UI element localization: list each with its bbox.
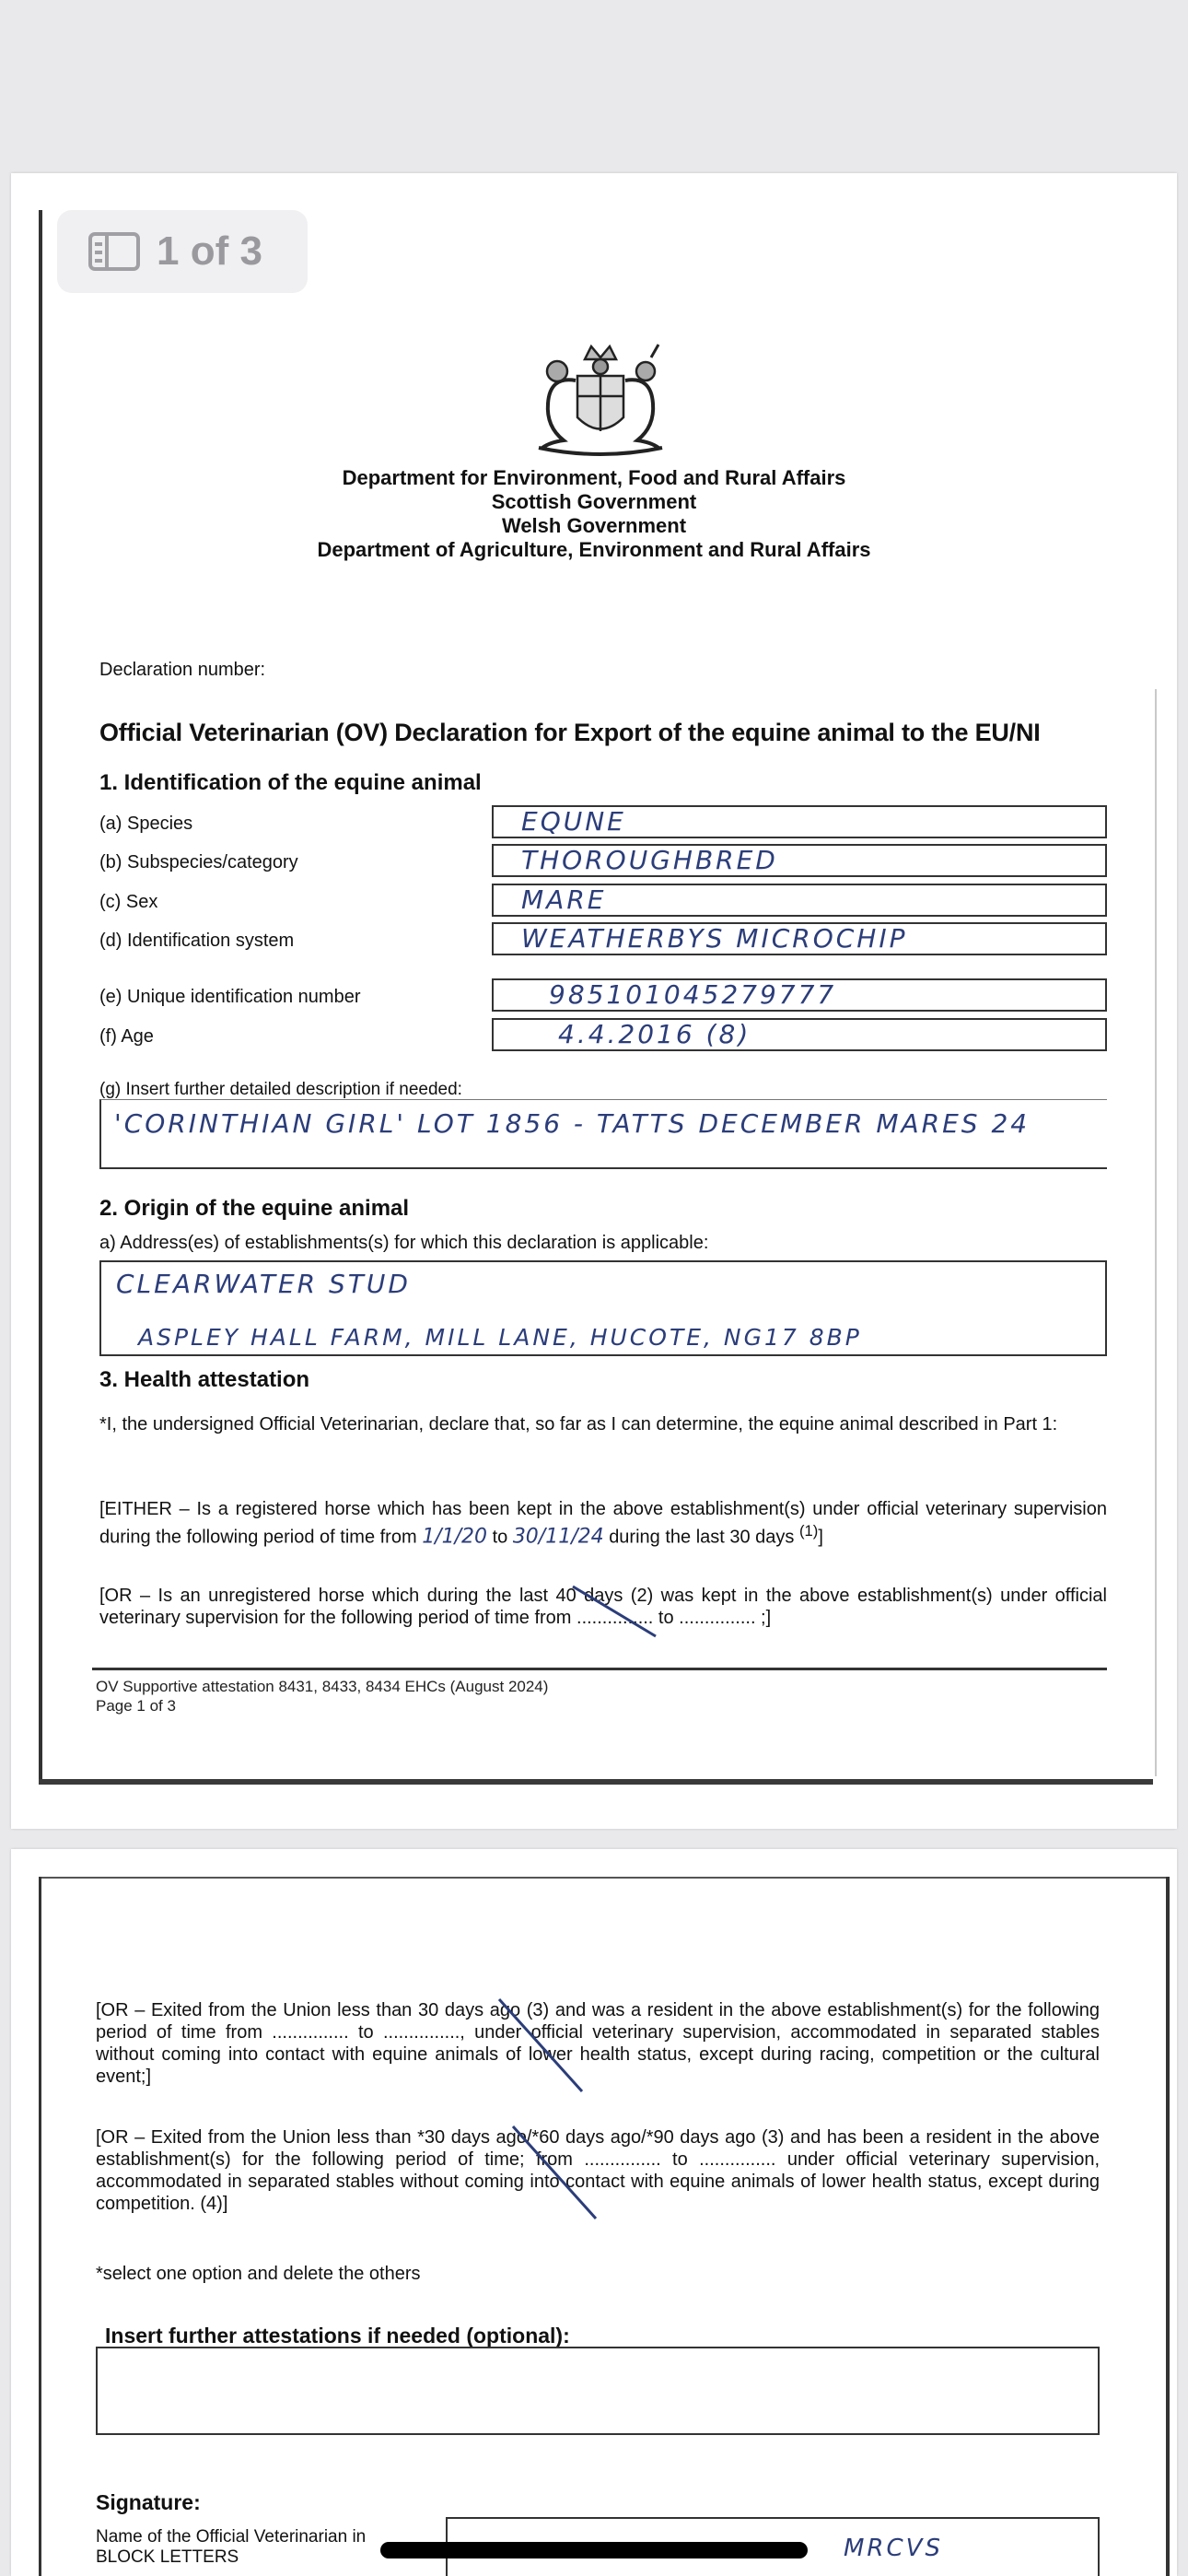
either-from-date: 1/1/20 [422,1525,487,1549]
either-text: [EITHER – Is a registered horse which has been kept in the above establishment(s) under official veterinary supervision during the following period of time from [99,1499,1107,1548]
page-sidebar-icon [88,232,140,271]
document-title: Official Veterinarian (OV) Declaration for Export of the equine animal to the EU/NI [99,719,1041,746]
age-field [492,1018,1107,1051]
age-label: (f) Age [99,1026,154,1047]
document-page-1 [11,173,1177,1829]
section-1-heading: 1. Identification of the equine animal [99,770,482,795]
address-field [99,1260,1107,1356]
royal-coat-of-arms-icon [522,339,679,457]
footer-divider [92,1668,1107,1670]
species-value: EQUNE [521,806,626,837]
address-line-2: ASPLEY HALL FARM, MILL LANE, HUCOTE, NG17 8BP [138,1324,862,1351]
sex-label: (c) Sex [99,892,158,912]
unique-id-field [492,978,1107,1012]
strike-mark-icon [564,1579,665,1644]
scan-border-right [1155,689,1157,1776]
declaration-number-label: Declaration number: [99,660,266,680]
description-field [99,1099,1107,1169]
home-indicator[interactable] [380,2542,808,2558]
page-indicator-label: 1 of 3 [157,228,262,274]
address-label: a) Address(es) of establishments(s) for which this declaration is applicable: [99,1233,709,1253]
vet-name-label-line-2: BLOCK LETTERS [96,2547,239,2567]
address-line-1: CLEARWATER STUD [116,1269,411,1299]
attestation-intro: *I, the undersigned Official Veterinarian, declare that, so far as I can determine, the equine animal described in Part 1: [99,1414,1058,1434]
select-option-note: *select one option and delete the others [96,2264,421,2284]
or-exited-multi-option: [OR – Exited from the Union less than *30 days ago/*60 days ago/*90 days ago (3) and has been a resident in the above establishment(s) for the following period of time; from ............... to ............... under official veterinary supervision, accommodated in separated stables without coming into contact with equine animals of lower health status, except during competition. (4)] [96,2127,1100,2214]
signature-heading: Signature: [96,2490,201,2514]
section-3-heading: 3. Health attestation [99,1367,310,1392]
description-label: (g) Insert further detailed description if needed: [99,1080,462,1099]
strike-mark-icon [490,1992,591,2102]
scan-border-right [1166,1877,1170,2576]
species-label: (a) Species [99,814,193,834]
either-footnote-ref: (1) [799,1522,819,1540]
sex-field [492,884,1107,917]
department-line: Welsh Government [501,514,687,537]
page-footer [96,1677,548,1715]
description-value: 'CORINTHIAN GIRL' LOT 1856 - TATTS DECEMBER MARES 24 [114,1108,1031,1139]
further-attestations-heading: Insert further attestations if needed (optional): [105,2324,570,2348]
vet-name-label [96,2527,366,2568]
or-unregistered-option: [OR – Is an unregistered horse which during the last 40 days (2) was kept in the above establishment(s) under official veterinary supervision for the following period of time from ............... to ............... ;] [99,1586,1107,1628]
vet-name-label-line-1: Name of the Official Veterinarian in [96,2527,367,2547]
footer-page-number: Page 1 of 3 [96,1697,176,1715]
scan-border-left [39,210,42,1781]
footer-attestation-ref: OV Supportive attestation 8431, 8433, 8434 EHCs (August 2024) [96,1678,549,1695]
sex-value: MARE [521,884,607,915]
either-to-word: to [492,1527,508,1548]
vet-name-value: MRCVS [844,2535,943,2562]
strike-mark-icon [504,2119,605,2230]
department-line: Scottish Government [491,490,697,513]
unique-id-value: 985101045279777 [549,979,837,1010]
department-line: Department of Agriculture, Environment and Rural Affairs [317,538,871,561]
species-field [492,805,1107,838]
identification-system-label: (d) Identification system [99,931,295,951]
scan-border-left [39,1877,41,2576]
unique-id-label: (e) Unique identification number [99,987,361,1007]
either-option: [EITHER – Is a registered horse which has been kept in the above establishment(s) under official veterinary supervision during the following period of time from 1/1/20 to 30/11/24 during the last 30 days $^{(1)}$] [99,1499,1107,1549]
subspecies-field [492,844,1107,877]
either-to-date: 30/11/24 [512,1525,604,1549]
scan-border-bottom [39,1779,1153,1785]
subspecies-label: (b) Subspecies/category [99,852,298,872]
or-exited-30-days-option: [OR – Exited from the Union less than 30 days ago (3) and was a resident in the above establishment(s) for the following period of time from ............... to ..............., under official veterinary supervision, accommodated in separated stables without coming into contact with equine animals of lower health status, except during racing, competition or the cultural event;] [96,2000,1100,2087]
section-2-heading: 2. Origin of the equine animal [99,1196,410,1221]
subspecies-value: THOROUGHBRED [521,845,778,875]
either-text-end: during the last 30 days [609,1527,795,1548]
document-page-2 [11,1849,1177,2576]
department-line: Department for Environment, Food and Rural Affairs [342,466,846,489]
page-indicator[interactable] [57,210,308,293]
scan-border-top [39,1877,1168,1879]
further-attestations-field [96,2347,1100,2435]
department-header [11,466,1177,562]
age-value: 4.4.2016 (8) [558,1019,751,1049]
identification-system-field [492,922,1107,955]
identification-system-value: WEATHERBYS MICROCHIP [521,923,908,954]
